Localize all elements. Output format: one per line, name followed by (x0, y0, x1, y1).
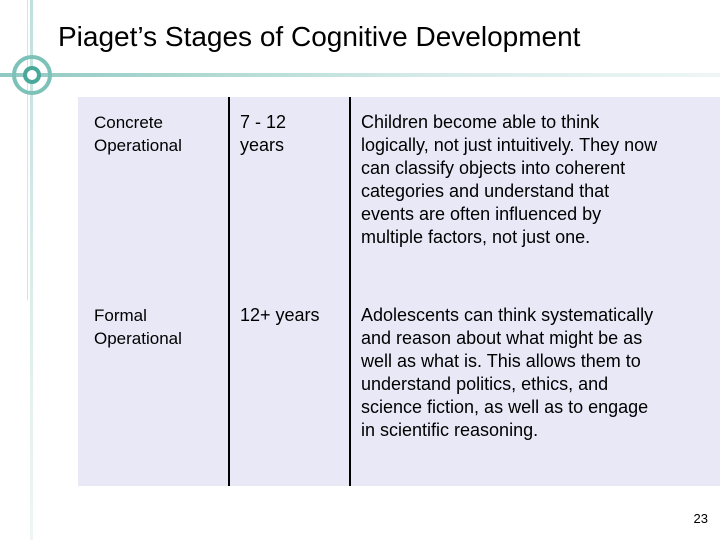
stage-name-line: Operational (94, 136, 182, 155)
description-line: can classify objects into coherent (361, 158, 626, 178)
stage-name-line: Operational (94, 329, 182, 348)
stage-description (361, 111, 657, 249)
description-line: logically, not just intuitively. They now (361, 135, 658, 155)
description-line: Adolescents can think systematically (361, 305, 654, 325)
age-range-line: 12+ years (240, 305, 320, 325)
slide-number: 23 (693, 511, 708, 526)
age-range-line: years (240, 135, 285, 155)
description-line: understand politics, ethics, and (361, 374, 609, 394)
stages-table (78, 97, 720, 486)
description-line: events are often influenced by (361, 204, 602, 224)
slide-title: Piaget’s Stages of Cognitive Development (58, 21, 581, 52)
decor-vertical-line-thin (27, 0, 28, 300)
description-line: science fiction, as well as to engage (361, 397, 649, 417)
stage-description (361, 304, 653, 442)
stage-name (94, 304, 182, 350)
description-line: categories and understand that (361, 181, 610, 201)
column-divider (228, 97, 230, 486)
description-line: and reason about what might be as (361, 328, 643, 348)
description-line: multiple factors, not just one. (361, 227, 591, 247)
stage-name (94, 111, 182, 157)
age-range (240, 111, 286, 157)
stage-name-line: Concrete (94, 113, 163, 132)
sparkle-ornament-icon (6, 49, 58, 101)
age-range (240, 304, 320, 327)
description-line: Children become able to think (361, 112, 600, 132)
stage-name-line: Formal (94, 306, 147, 325)
column-divider (349, 97, 351, 486)
decor-horizontal-line (0, 73, 720, 77)
description-line: well as what is. This allows them to (361, 351, 641, 371)
age-range-line: 7 - 12 (240, 112, 287, 132)
description-line: in scientific reasoning. (361, 420, 539, 440)
